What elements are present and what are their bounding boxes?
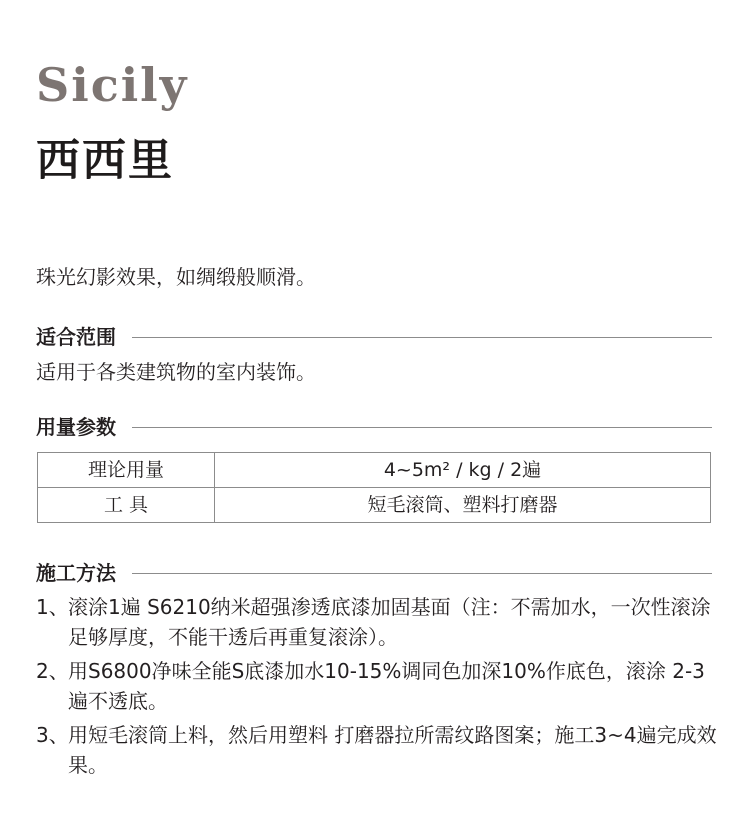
table-row: [38, 453, 711, 488]
step-number: 3、: [36, 723, 69, 747]
brand-name-en: Sicily: [36, 58, 189, 112]
usage-label-tools: 工 具: [38, 488, 215, 523]
usage-heading: 用量参数: [36, 415, 116, 439]
usage-section-header: [36, 414, 712, 440]
construction-steps: [36, 592, 726, 784]
scope-section-header: [36, 324, 712, 350]
step-text: 用S6800净味全能S底漆加水10-15%调同色加深10%作底色，滚涂 2-3 遍不透底。: [68, 659, 705, 713]
scope-divider: [132, 337, 712, 338]
scope-heading: 适合范围: [36, 325, 116, 349]
usage-divider: [132, 427, 712, 428]
step-number: 1、: [36, 595, 69, 619]
list-item: [36, 656, 726, 716]
usage-value-coverage: 4~5m² / kg / 2遍: [215, 453, 711, 488]
step-text: 滚涂1遍 S6210纳米超强渗透底漆加固基面（注：不需加水，一次性滚涂足够厚度，不能干透后再重复滚涂）。: [68, 595, 711, 649]
construction-divider: [132, 573, 712, 574]
construction-section-header: [36, 560, 712, 586]
product-tagline: 珠光幻影效果，如绸缎般顺滑。: [36, 265, 316, 289]
usage-value-tools: 短毛滚筒、塑料打磨器: [215, 488, 711, 523]
brand-name-cn: 西西里: [36, 135, 174, 186]
list-item: [36, 592, 726, 652]
usage-label-coverage: 理论用量: [38, 453, 215, 488]
step-number: 2、: [36, 659, 69, 683]
step-text: 用短毛滚筒上料，然后用塑料 打磨器拉所需纹路图案；施工3~4遍完成效果。: [68, 723, 717, 777]
construction-heading: 施工方法: [36, 561, 116, 585]
usage-table: [37, 452, 711, 523]
scope-text: 适用于各类建筑物的室内装饰。: [36, 360, 316, 384]
list-item: [36, 720, 726, 780]
table-row: [38, 488, 711, 523]
